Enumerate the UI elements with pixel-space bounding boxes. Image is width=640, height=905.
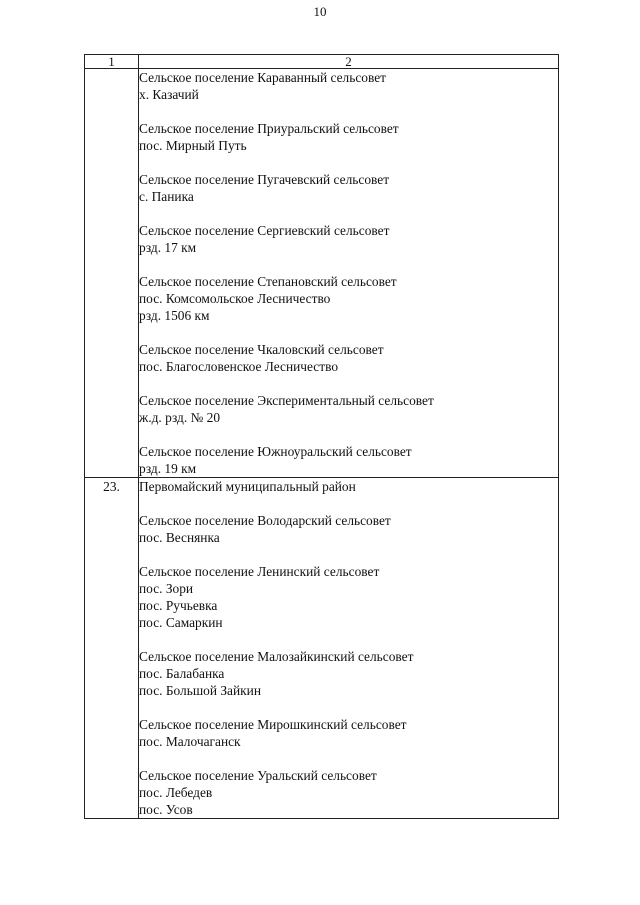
locality-name: пос. Веснянка [139,530,220,545]
settlement-heading: Сельское поселение Ленинский сельсовет [139,564,380,579]
locality-name: с. Паника [139,189,194,204]
settlement-heading: Первомайский муниципальный район [139,479,356,494]
locality-name: пос. Мирный Путь [139,138,247,153]
locality-name: пос. Ручьевка [139,598,218,613]
locality-name: рзд. 19 км [139,461,197,476]
settlement-block [139,767,558,818]
settlement-block [139,273,558,324]
settlement-heading: Сельское поселение Экспериментальный сельсовет [139,393,434,408]
settlement-block [139,120,558,154]
row-number-cell [85,69,139,478]
settlement-heading: Сельское поселение Уральский сельсовет [139,768,377,783]
page-number: 10 [313,4,327,19]
locality-name: рзд. 1506 км [139,308,210,323]
settlement-block [139,392,558,426]
settlement-block [139,222,558,256]
settlement-heading: Сельское поселение Приуральский сельсовет [139,121,399,136]
settlement-heading: Сельское поселение Сергиевский сельсовет [139,223,390,238]
settlement-block [139,171,558,205]
settlement-heading: Сельское поселение Южноуральский сельсовет [139,444,412,459]
row-content-cell [139,478,559,819]
settlement-heading: Сельское поселение Степановский сельсовет [139,274,397,289]
settlement-block [139,478,558,495]
header-col-1: 1 [85,55,139,69]
locality-name: х. Казачий [139,87,199,102]
settlement-block [139,341,558,375]
table-header-row [85,55,559,69]
row-number-cell: 23. [85,478,139,819]
locality-name: ж.д. рзд. № 20 [139,410,221,425]
settlement-heading: Сельское поселение Мирошкинский сельсовет [139,717,407,732]
settlement-block [139,443,558,477]
settlement-block [139,648,558,699]
locality-name: рзд. 17 км [139,240,197,255]
settlement-block [139,563,558,631]
settlement-heading: Сельское поселение Володарский сельсовет [139,513,391,528]
settlement-block [139,716,558,750]
locality-name: пос. Лебедев [139,785,213,800]
settlements-table [84,54,559,819]
locality-name: пос. Усов [139,802,193,817]
settlement-block [139,69,558,103]
settlement-heading: Сельское поселение Малозайкинский сельсовет [139,649,414,664]
settlement-heading: Сельское поселение Чкаловский сельсовет [139,342,384,357]
locality-name: пос. Благословенское Лесничество [139,359,339,374]
settlement-heading: Сельское поселение Караванный сельсовет [139,70,387,85]
locality-name: пос. Балабанка [139,666,225,681]
locality-name: пос. Зори [139,581,194,596]
row-content-cell [139,69,559,478]
settlement-heading: Сельское поселение Пугачевский сельсовет [139,172,390,187]
locality-name: пос. Малочаганск [139,734,241,749]
locality-name: пос. Большой Зайкин [139,683,262,698]
locality-name: пос. Комсомольское Лесничество [139,291,331,306]
header-col-2: 2 [139,55,559,69]
table-row [85,69,559,478]
settlement-block [139,512,558,546]
locality-name: пос. Самаркин [139,615,223,630]
table-row [85,478,559,819]
